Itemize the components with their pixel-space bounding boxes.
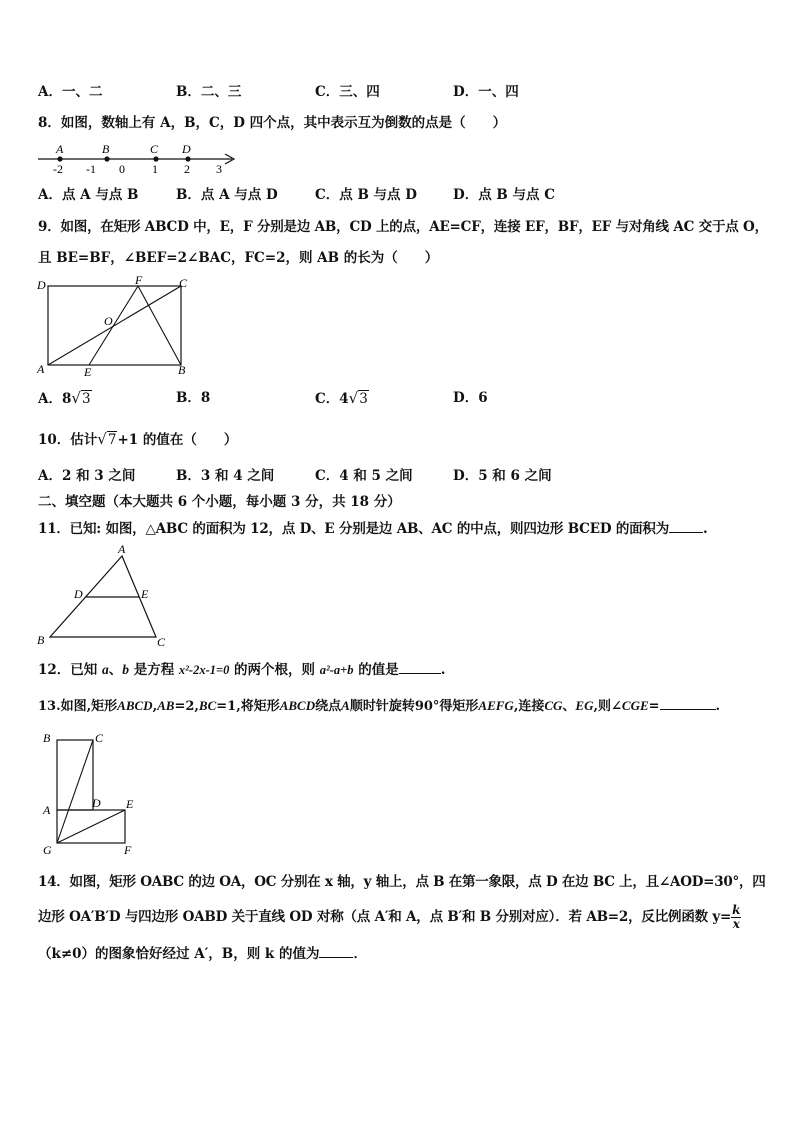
- label-f: F: [124, 843, 132, 857]
- q11-stem-end: .: [703, 521, 708, 537]
- q12-text-2: 是方程: [129, 662, 179, 678]
- q9-option-a-prefix: A．8: [38, 391, 72, 407]
- q13-t8: 、: [562, 699, 576, 714]
- q13-angle-cge: CGE: [621, 698, 649, 713]
- q14-frac-numerator: k: [732, 903, 741, 917]
- q12-text-1: 12．已知: [38, 662, 102, 678]
- q14-end: ．: [353, 946, 367, 962]
- q13-end: .: [715, 699, 721, 714]
- q13-t9: ,则∠: [593, 699, 622, 714]
- q8-option-d[interactable]: D．点 B 与点 C: [453, 187, 555, 203]
- q14-stem-line-1: 14．如图，矩形 OABC 的边 OA，OC 分别在 x 轴，y 轴上，点 B 在第一象限，点 D 在边 BC 上，且∠AOD=30°，四: [38, 874, 766, 890]
- q13-t1: 13.如图,矩形: [38, 699, 118, 714]
- label-d: D: [92, 796, 101, 810]
- q9-option-c[interactable]: [315, 389, 369, 408]
- sqrt-symbol: √3: [71, 389, 91, 407]
- q10-option-c[interactable]: C．4 和 5 之间: [315, 468, 413, 484]
- q13-t6: 顺时针旋转90°得矩形: [349, 699, 479, 714]
- q13-rect-aefg: AEFG: [478, 698, 514, 713]
- q8-option-c[interactable]: C．点 B 与点 D: [315, 187, 417, 203]
- point-b-label: B: [102, 142, 110, 156]
- q13-point-a: A: [341, 698, 350, 713]
- q12-var-a: a: [102, 662, 109, 677]
- q10-option-a[interactable]: A．2 和 3 之间: [38, 468, 136, 484]
- q10-stem-prefix: 10．估计: [38, 432, 98, 448]
- q8-option-b[interactable]: B．点 A 与点 D: [176, 187, 278, 203]
- tick-minus-2: -2: [53, 162, 63, 176]
- label-e: E: [126, 797, 134, 811]
- q10-option-d[interactable]: D．5 和 6 之间: [453, 468, 552, 484]
- q13-t5: 绕点: [315, 699, 342, 714]
- q13-answer-blank[interactable]: [660, 697, 716, 710]
- label-a: A: [43, 803, 51, 817]
- q9-stem-line-1: 9．如图，在矩形 ABCD 中，E，F 分别是边 AB，CD 上的点，AE=CF，连接 EF，BF，EF 与对角线 AC 交于点 O，: [38, 219, 768, 235]
- q14-fraction-k-over-x: [731, 904, 741, 931]
- label-c: C: [95, 731, 104, 745]
- tick-0: 0: [119, 162, 125, 176]
- label-b: B: [37, 633, 45, 647]
- q14-stem-line-3: [38, 945, 367, 963]
- q14-answer-blank[interactable]: [319, 945, 353, 958]
- q12-text-4: 的值是: [353, 662, 399, 678]
- section-2-title: 二、填空题（本大题共 6 个小题，每小题 3 分，共 18 分）: [38, 494, 401, 510]
- q12-answer-blank[interactable]: [399, 661, 441, 674]
- q9-option-c-prefix: C．4: [315, 391, 349, 407]
- point-d-dot: [185, 156, 190, 161]
- q12-text-3: 的两个根，则: [229, 662, 320, 678]
- sqrt-symbol: √3: [348, 389, 368, 407]
- q7-option-c[interactable]: C．三、四: [315, 84, 380, 100]
- q13-rotated-rectangle-figure: [40, 726, 152, 862]
- label-d: D: [37, 278, 46, 292]
- point-c-dot: [153, 156, 158, 161]
- q14-line-2-text: 边形 OA′B′D 与四边形 OABD 关于直线 OD 对称（点 A′和 A，点 B′和 B 分别对应）．若 AB=2，反比例函数 y=: [38, 909, 732, 925]
- label-b: B: [178, 363, 186, 377]
- q13-t3: =2,: [174, 699, 199, 714]
- q11-stem-text: 11．已知: 如图，△ABC 的面积为 12，点 D、E 分别是边 AB、AC 的中点，则四边形 BCED 的面积为: [38, 521, 670, 537]
- tick-1: 1: [152, 162, 158, 176]
- q12-stem: [38, 661, 445, 679]
- q8-stem: 8．如图，数轴上有 A，B，C，D 四个点，其中表示互为倒数的点是（ ）: [38, 115, 507, 131]
- point-d-label: D: [182, 142, 191, 156]
- q13-t4: =1,将矩形: [216, 699, 280, 714]
- label-b: B: [43, 731, 51, 745]
- q13-rect-abcd: ABCD: [117, 698, 153, 713]
- q13-seg-eg: EG: [575, 698, 594, 713]
- point-a-label: A: [56, 142, 64, 156]
- label-c: C: [157, 635, 166, 649]
- point-c-label: C: [150, 142, 159, 156]
- q7-option-d[interactable]: D．一、四: [453, 84, 519, 100]
- q9-rectangle-figure: [34, 272, 194, 380]
- q11-answer-blank[interactable]: [669, 520, 703, 533]
- q13-t2: ,: [152, 699, 158, 714]
- q12-end: .: [440, 662, 446, 678]
- label-e: E: [141, 587, 149, 601]
- q12-expression: a²-a+b: [319, 663, 354, 677]
- q10-radicand: 7: [107, 432, 117, 448]
- tick-2: 2: [184, 162, 190, 176]
- q14-line-3-text: （k≠0）的图象恰好经过 A′，B，则 k 的值为: [38, 946, 320, 962]
- q7-option-b[interactable]: B．二、三: [176, 84, 242, 100]
- q12-var-b: b: [122, 662, 129, 677]
- point-b-dot: [104, 156, 109, 161]
- label-a: A: [37, 362, 45, 376]
- label-e: E: [84, 365, 92, 379]
- q9-option-c-radicand: 3: [359, 391, 368, 407]
- tick-3: 3: [216, 162, 222, 176]
- label-a: A: [118, 542, 126, 556]
- q14-stem-line-2: [38, 904, 741, 931]
- q14-frac-denominator: x: [732, 917, 740, 931]
- q13-t7: ,连接: [513, 699, 545, 714]
- q10-stem: [38, 430, 237, 449]
- q13-side-bc: BC: [198, 698, 217, 713]
- label-c: C: [179, 276, 188, 290]
- q9-option-a-radicand: 3: [81, 391, 91, 407]
- tick-minus-1: -1: [86, 162, 96, 176]
- sqrt-symbol: √7: [97, 430, 117, 448]
- q8-number-line-figure: [36, 140, 242, 176]
- q9-option-a[interactable]: [38, 389, 92, 408]
- point-a-dot: [57, 156, 62, 161]
- q13-t10: =: [648, 699, 660, 714]
- q13-rect-abcd-2: ABCD: [279, 698, 316, 713]
- q11-stem: [38, 520, 708, 538]
- q9-option-b[interactable]: B．8: [176, 390, 211, 406]
- q12-sep: 、: [108, 662, 123, 678]
- q8-option-a[interactable]: A．点 A 与点 B: [38, 187, 139, 203]
- q7-option-a[interactable]: A．一、二: [38, 84, 103, 100]
- label-f: F: [135, 273, 143, 287]
- q10-option-b[interactable]: B．3 和 4 之间: [176, 468, 275, 484]
- q9-option-d[interactable]: D．6: [453, 390, 488, 406]
- label-d: D: [74, 587, 83, 601]
- q13-seg-cg: CG: [544, 698, 563, 713]
- q13-stem: [38, 697, 720, 716]
- q12-equation: x²-2x-1=0: [178, 663, 230, 677]
- label-g: G: [43, 843, 52, 857]
- q9-stem-line-2: 且 BE=BF，∠BEF=2∠BAC，FC=2，则 AB 的长为（ ）: [38, 250, 439, 266]
- q10-stem-suffix: +1 的值在（ ）: [117, 432, 238, 448]
- label-o: O: [104, 314, 113, 328]
- q13-side-ab: AB: [157, 698, 175, 713]
- q11-triangle-figure: [34, 540, 174, 650]
